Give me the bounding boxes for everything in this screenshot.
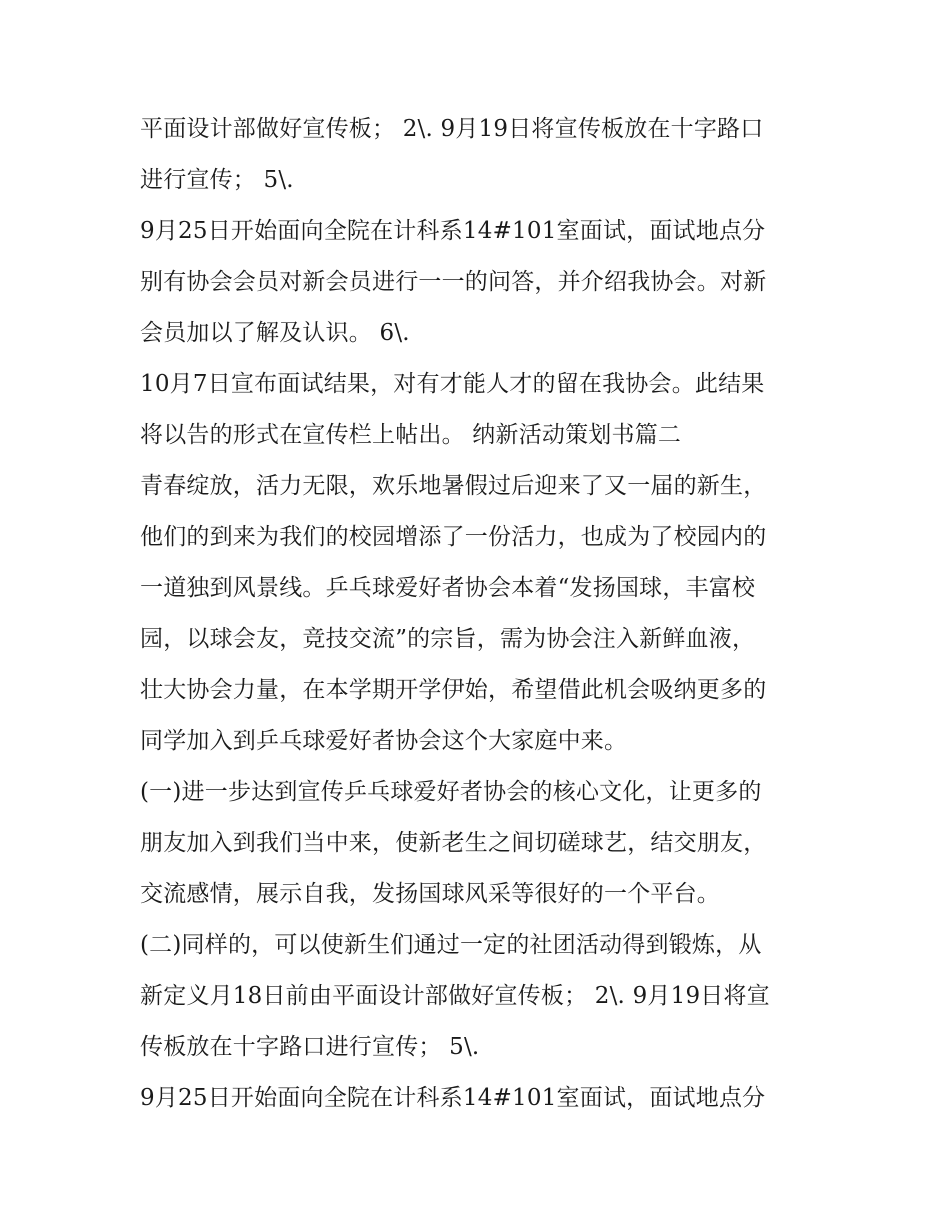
text-line: 他们的到来为我们的校园增添了一份活力，也成为了校园内的 — [140, 524, 767, 550]
text-line: 别有协会会员对新会员进行一一的问答，并介绍我协会。对新 — [140, 269, 767, 295]
text-line: 朋友加入到我们当中来，使新老生之间切磋球艺，结交朋友， — [140, 830, 767, 856]
text-line: 9月25日开始面向全院在计科系14#101室面试，面试地点分 — [140, 1085, 766, 1111]
text-line: 交流感情，展示自我，发扬国球风采等很好的一个平台。 — [140, 881, 720, 907]
text-line: 传板放在十字路口进行宣传； 5\. — [140, 1034, 480, 1060]
text-line: 10月7日宣布面试结果，对有才能人才的留在我协会。此结果 — [140, 371, 765, 397]
text-line: (一)进一步达到宣传乒乓球爱好者协会的核心文化，让更多的 — [140, 779, 762, 805]
text-line: (二)同样的，可以使新生们通过一定的社团活动得到锻炼，从 — [140, 932, 762, 958]
text-line: 园，以球会友，竞技交流”的宗旨，需为协会注入新鲜血液， — [140, 626, 756, 652]
text-line: 将以告的形式在宣传栏上帖出。 纳新活动策划书篇二 — [140, 422, 682, 448]
text-line: 壮大协会力量，在本学期开学伊始，希望借此机会吸纳更多的 — [140, 677, 767, 703]
text-line: 同学加入到乒乓球爱好者协会这个大家庭中来。 — [140, 728, 628, 754]
document-body — [140, 104, 820, 1124]
text-line: 会员加以了解及认识。 6\. — [140, 320, 410, 346]
text-line: 9月25日开始面向全院在计科系14#101室面试，面试地点分 — [140, 218, 766, 244]
text-line: 新定义月18日前由平面设计部做好宣传板； 2\. 9月19日将宣 — [140, 983, 770, 1009]
text-line: 一道独到风景线。乒乓球爱好者协会本着“发扬国球，丰富校 — [140, 575, 756, 601]
text-line: 进行宣传； 5\. — [140, 167, 294, 193]
text-line: 平面设计部做好宣传板； 2\. 9月19日将宣传板放在十字路口 — [140, 116, 764, 142]
text-line: 青春绽放，活力无限，欢乐地暑假过后迎来了又一届的新生， — [140, 473, 767, 499]
